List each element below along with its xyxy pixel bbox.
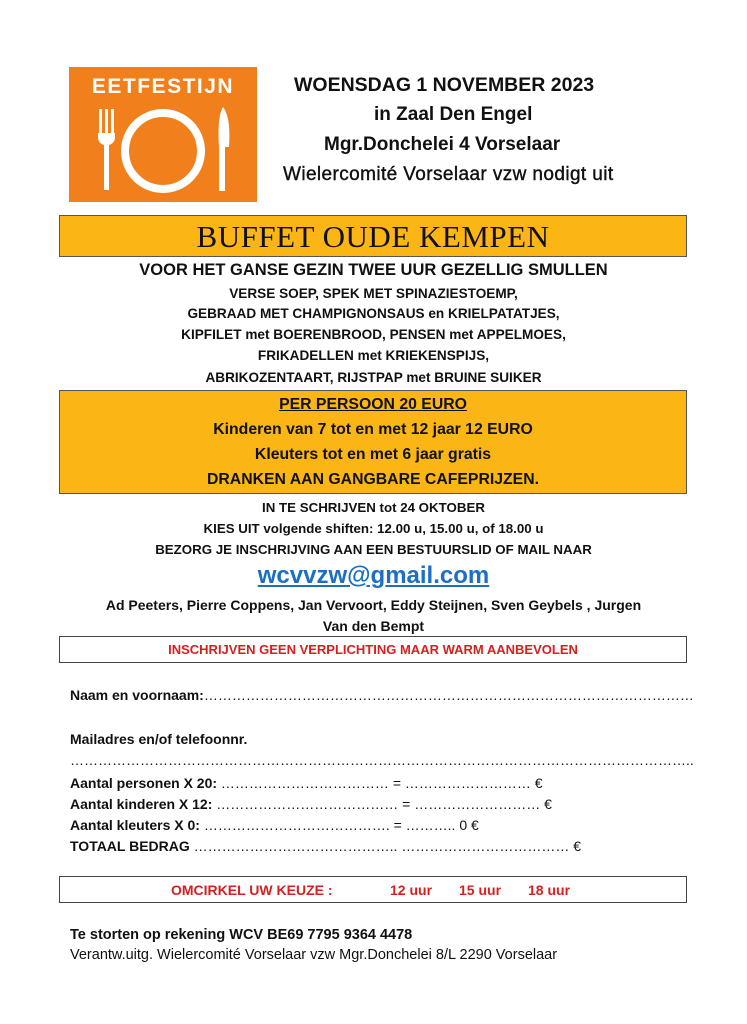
toddlers-label: Aantal kleuters X 0:: [70, 817, 200, 833]
logo-text: EETFESTIJN: [91, 75, 235, 98]
board-members: Ad Peeters, Pierre Coppens, Jan Vervoort, Eddy Steijnen, Sven Geybels , Jurgen: [105, 597, 642, 613]
toddlers-row[interactable]: [70, 817, 479, 833]
choice-option-18[interactable]: 18 uur: [528, 882, 571, 898]
publisher-line: Verantw.uitg. Wielercomité Vorselaar vzw Mgr.Donchelei 8/L 2290 Vorselaar: [70, 947, 558, 963]
notice-box: [59, 636, 687, 663]
signup-deadline: IN TE SCHRIJVEN tot 24 OKTOBER: [262, 500, 485, 515]
total-row[interactable]: [70, 838, 581, 854]
buffet-subtitle: VOOR HET GANSE GEZIN TWEE UUR GEZELLIG SMULLEN: [139, 261, 608, 279]
children-dots: ………………………………… = ……………………… €: [212, 796, 552, 812]
children-row[interactable]: [70, 796, 552, 812]
menu-item: VERSE SOEP, SPEK MET SPINAZIESTOEMP,: [229, 286, 518, 301]
total-label: TOTAAL BEDRAG: [70, 838, 190, 854]
name-label: Naam en voornaam:: [70, 687, 204, 703]
toddlers-dots: …………………………………. = ……….. 0 €: [199, 817, 479, 833]
choice-label: OMCIRKEL UW KEUZE :: [171, 882, 333, 898]
persons-label: Aantal personen X 20:: [70, 775, 218, 791]
choice-box: [59, 876, 687, 903]
eetfestijn-logo: [69, 67, 257, 202]
event-venue: in Zaal Den Engel: [374, 104, 533, 125]
persons-row[interactable]: [70, 775, 543, 791]
total-dots: …………………………………….. ……………………………… €: [189, 838, 582, 854]
notice-text: INSCHRIJVEN GEEN VERPLICHTING MAAR WARM AANBEVOLEN: [168, 642, 578, 657]
price-box: [59, 390, 687, 494]
menu-item: GEBRAAD MET CHAMPIGNONSAUS en KRIELPATATJES,: [187, 306, 560, 321]
choice-option-15[interactable]: 15 uur: [459, 882, 502, 898]
children-label: Aantal kinderen X 12:: [70, 796, 213, 812]
delivery-instructions: BEZORG JE INSCHRIJVING AAN EEN BESTUURSLID OF MAIL NAAR: [155, 542, 592, 557]
persons-dots: ……………………………… = ……………………… €: [217, 775, 543, 791]
board-members-cont: Van den Bempt: [322, 618, 425, 634]
bank-account: Te storten op rekening WCV BE69 7795 9364 4478: [70, 927, 413, 943]
buffet-title-box: [59, 215, 687, 257]
contact-field[interactable]: [70, 752, 694, 768]
name-dots: ……………………………………………………………………………………………: [203, 687, 694, 703]
event-date: WOENSDAG 1 NOVEMBER 2023: [294, 74, 595, 96]
shift-options: KIES UIT volgende shiften: 12.00 u, 15.00 u, of 18.00 u: [203, 521, 544, 536]
name-field[interactable]: [70, 687, 694, 703]
menu-item: KIPFILET met BOERENBROOD, PENSEN met APPELMOES,: [181, 327, 566, 342]
choice-option-12[interactable]: 12 uur: [390, 882, 433, 898]
email-link[interactable]: wcvvzw@gmail.com: [257, 562, 490, 589]
menu-item: FRIKADELLEN met KRIEKENSPIJS,: [257, 348, 490, 363]
buffet-title: BUFFET OUDE KEMPEN: [196, 219, 550, 254]
drinks-info: DRANKEN AAN GANGBARE CAFEPRIJZEN.: [206, 471, 540, 488]
price-toddlers: Kleuters tot en met 6 jaar gratis: [254, 446, 492, 463]
contact-label: Mailadres en/of telefoonnr.: [70, 731, 248, 747]
event-address: Mgr.Donchelei 4 Vorselaar: [324, 134, 561, 155]
contact-dots: ……………………………………………………………………………………………………………………..: [70, 752, 694, 768]
menu-item: ABRIKOZENTAART, RIJSTPAP met BRUINE SUIKER: [205, 370, 542, 385]
price-children: Kinderen van 7 tot en met 12 jaar 12 EURO: [213, 421, 533, 438]
plate-cutlery-icon: [69, 67, 257, 202]
invite-line: Wielercomité Vorselaar vzw nodigt uit: [283, 164, 614, 185]
price-per-person: PER PERSOON 20 EURO: [279, 396, 467, 413]
